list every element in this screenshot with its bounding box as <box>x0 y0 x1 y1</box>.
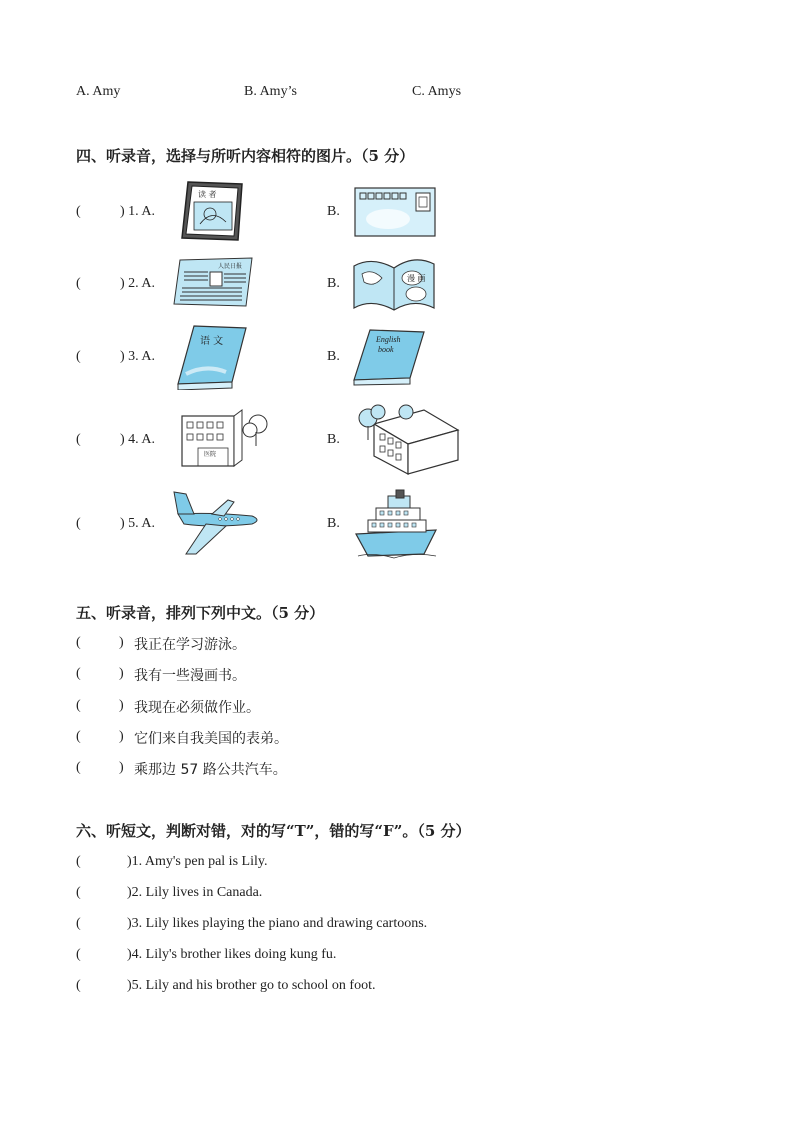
q4-paren-open: ( <box>76 432 81 447</box>
chinese-book-icon <box>176 324 248 390</box>
s6-item-3: )3. Lily likes playing the piano and drawing cartoons. <box>127 916 428 931</box>
q1-b-label: B. <box>327 204 340 219</box>
s5-paren-open-3: ( <box>76 698 81 713</box>
q5-b-label: B. <box>327 516 340 531</box>
q3-paren-open: ( <box>76 349 81 364</box>
q1-number: ) 1. A. <box>120 204 155 219</box>
s5-item-1: 我正在学习游泳。 <box>134 637 246 653</box>
s5-paren-close-3: ) <box>119 698 124 713</box>
q4-number: ) 4. A. <box>120 432 155 447</box>
english-book-title-1: English <box>376 335 401 344</box>
option-b: B. Amy’s <box>244 84 297 99</box>
hospital-building-icon <box>178 406 270 472</box>
section-5-title: 五、听录音，排列下列中文。（5 分） <box>76 604 325 622</box>
s6-item-4: )4. Lily's brother likes doing kung fu. <box>127 947 337 962</box>
s5-item-5: 乘那边 57 路公共汽车。 <box>134 762 287 778</box>
q2-paren-open: ( <box>76 276 81 291</box>
comic-title: 漫 画 <box>407 274 426 283</box>
s5-paren-close-5: ) <box>119 760 124 775</box>
s6-paren-open-2: ( <box>76 885 81 900</box>
s5-paren-open-1: ( <box>76 635 81 650</box>
chinese-book-title: 语 文 <box>200 336 224 347</box>
q5-number: ) 5. A. <box>120 516 155 531</box>
s6-item-5: )5. Lily and his brother go to school on foot. <box>127 978 376 993</box>
s5-paren-open-4: ( <box>76 729 81 744</box>
q3-number: ) 3. A. <box>120 349 155 364</box>
envelope-icon <box>354 187 436 237</box>
s5-item-4: 它们来自我美国的表弟。 <box>134 731 288 747</box>
s6-paren-open-1: ( <box>76 854 81 869</box>
s5-paren-close-1: ) <box>119 635 124 650</box>
section-4-title: 四、听录音，选择与所听内容相符的图片。（5 分） <box>76 147 415 165</box>
q3-b-label: B. <box>327 349 340 364</box>
q2-b-label: B. <box>327 276 340 291</box>
s6-paren-open-4: ( <box>76 947 81 962</box>
s6-item-2: )2. Lily lives in Canada. <box>127 885 263 900</box>
newspaper-title: 人民日报 <box>218 263 243 270</box>
s5-paren-close-4: ) <box>119 729 124 744</box>
s5-item-2: 我有一些漫画书。 <box>134 668 246 684</box>
airplane-icon <box>172 490 262 558</box>
s5-item-3: 我现在必须做作业。 <box>134 700 260 716</box>
newspaper-icon <box>172 256 254 308</box>
s6-paren-open-5: ( <box>76 978 81 993</box>
s5-paren-close-2: ) <box>119 666 124 681</box>
school-building-icon <box>354 404 460 476</box>
option-c: C. Amys <box>412 84 462 99</box>
q5-paren-open: ( <box>76 516 81 531</box>
q1-paren-open: ( <box>76 204 81 219</box>
s5-paren-open-2: ( <box>76 666 81 681</box>
ship-icon <box>354 488 438 560</box>
s5-paren-open-5: ( <box>76 760 81 775</box>
magazine-title: 读 者 <box>198 190 217 199</box>
s6-paren-open-3: ( <box>76 916 81 931</box>
english-book-title-2: book <box>378 345 394 354</box>
english-book-icon <box>352 328 426 386</box>
comic-book-icon <box>352 252 436 314</box>
hospital-sign: 医院 <box>204 451 217 458</box>
magazine-icon <box>178 178 246 244</box>
q2-number: ) 2. A. <box>120 276 155 291</box>
q4-b-label: B. <box>327 432 340 447</box>
option-a: A. Amy <box>76 84 121 99</box>
section-6-title: 六、听短文，判断对错，对的写“T”，错的写“F”。（5 分） <box>76 822 471 840</box>
s6-item-1: )1. Amy's pen pal is Lily. <box>127 854 268 869</box>
